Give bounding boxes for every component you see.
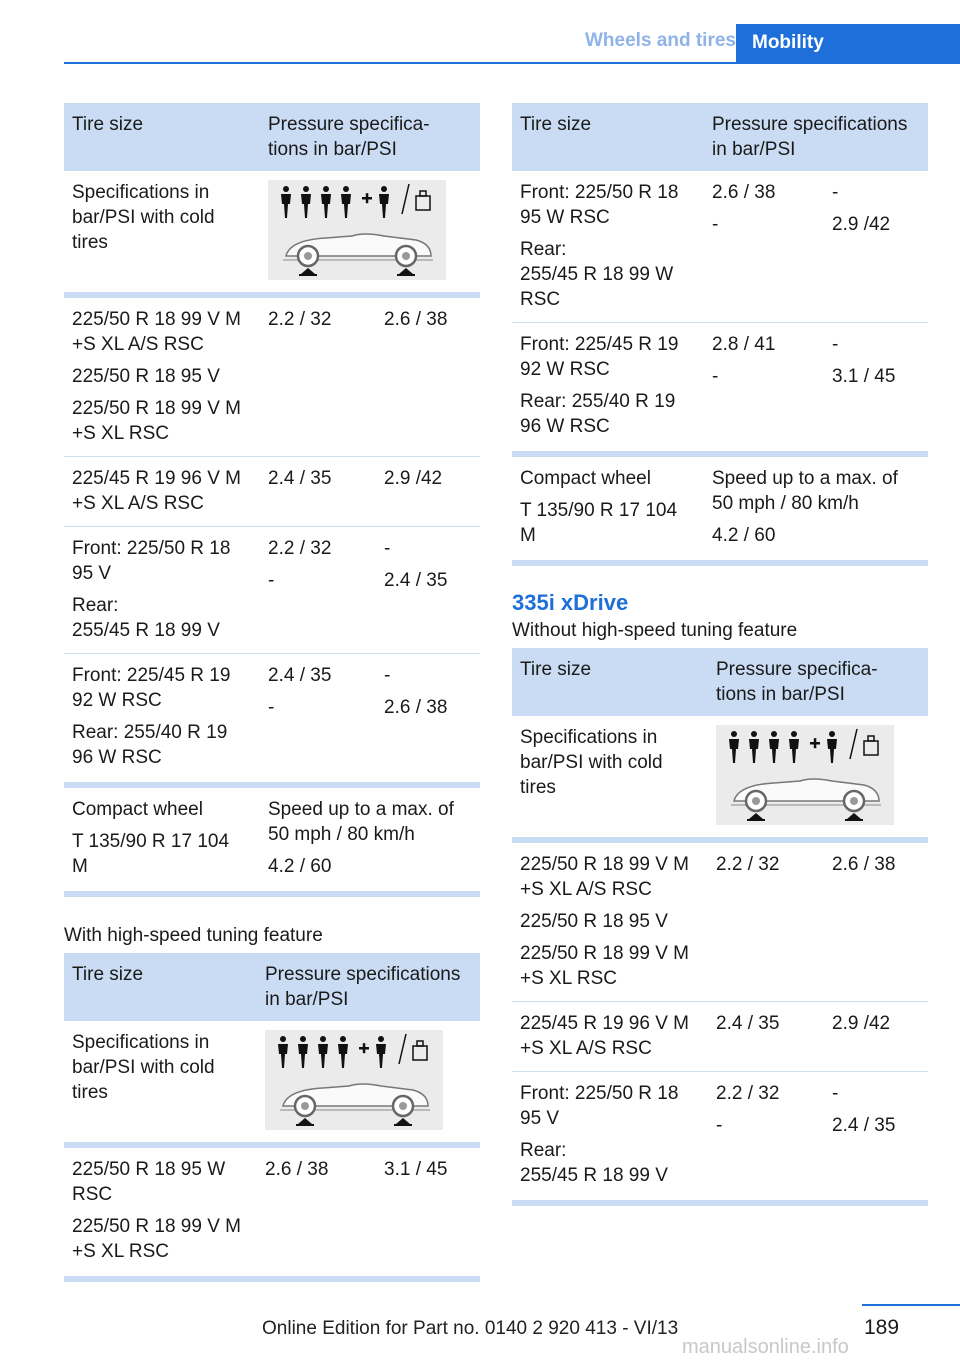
compact-size-line: T 135/90 R 17 104: [520, 500, 678, 521]
cell-text: +S XL RSC: [72, 1241, 169, 1262]
cell-text: 95 W RSC: [520, 207, 610, 228]
pressure-value: -: [268, 570, 275, 591]
cell-text: +S XL A/S RSC: [72, 334, 204, 355]
tire-size-cell: [64, 1145, 257, 1279]
load-diagram-cell: [257, 1021, 480, 1145]
load-diagram-icon: [716, 725, 894, 825]
table-header-row: [512, 103, 928, 171]
cell-text: 95 V: [520, 1108, 560, 1129]
pressure-value: 2.6 / 38: [384, 309, 448, 330]
compact-size: [72, 829, 254, 879]
cell-text: +S XL A/S RSC: [520, 879, 652, 900]
pressure-header: Pressure specifica- tions in bar/PSI: [260, 103, 480, 171]
cell-text: Front: 225/45 R 19: [520, 334, 679, 355]
pressure-value: -: [384, 538, 391, 559]
cell-text: Rear: 255/40 R 19: [72, 722, 228, 743]
pressure-value: 2.4 / 35: [384, 570, 448, 591]
table-row: [64, 654, 480, 786]
cell-text: Front: 225/50 R 18: [520, 182, 679, 203]
pressure-value: 2.2 / 32: [716, 854, 780, 875]
subheading-without-high-speed: Without high-speed tuning feature: [512, 620, 798, 641]
cell-text: 225/50 R 18 99 V M: [72, 398, 241, 419]
load-diagram-cell: [260, 171, 480, 295]
table-row: [64, 457, 480, 527]
cell-paragraph: [72, 663, 254, 713]
cell-paragraph: [520, 389, 698, 439]
pressure-cell: [376, 1145, 480, 1279]
compact-size-line: M: [72, 856, 88, 877]
pressure-value: 2.6 / 38: [832, 854, 896, 875]
tire-size-cell: [64, 527, 260, 654]
tire-size-cell: [512, 323, 704, 455]
pressure-value: -: [712, 366, 719, 387]
chapter-tab: Mobility: [736, 24, 960, 62]
pressure-value: 2.6 / 38: [384, 697, 448, 718]
tire-size-cell: [64, 295, 260, 457]
pressure-value: -: [712, 214, 719, 235]
pressure-value: 2.9 /42: [832, 1013, 891, 1034]
pressure-header: Pressure specifica- tions in bar/PSI: [708, 648, 928, 716]
compact-label: Compact wheel: [520, 468, 651, 489]
cell-text: 225/50 R 18 99 V M: [72, 309, 241, 330]
pressure-cell: [704, 323, 824, 455]
cell-text: 255/45 R 18 99 V: [520, 1165, 668, 1186]
pressure-cell: [824, 1002, 928, 1072]
pressure-header: Pressure specifications in bar/PSI: [704, 103, 928, 171]
cell-text: 225/50 R 18 99 V M: [520, 943, 689, 964]
pressure-value: -: [832, 182, 839, 203]
compact-size-line: T 135/90 R 17 104: [72, 831, 230, 852]
cell-text: Front: 225/50 R 18: [520, 1083, 679, 1104]
cell-paragraph: [520, 237, 698, 312]
cell-paragraph: [72, 1214, 251, 1264]
table-header-row: [64, 953, 480, 1021]
load-diagram-icon: [268, 180, 446, 280]
cell-text: +S XL RSC: [72, 423, 169, 444]
cold-tires-label: Specifications in bar/PSI with cold tires: [512, 716, 708, 840]
compact-speed: [712, 466, 922, 516]
table-row: [64, 527, 480, 654]
cell-paragraph: [520, 1081, 702, 1131]
table-row: [64, 1145, 480, 1279]
cell-text: 96 W RSC: [520, 416, 610, 437]
cell-paragraph: [72, 307, 254, 357]
cell-text: 255/45 R 18 99 V: [72, 620, 220, 641]
table-row: [64, 295, 480, 457]
footer-rule: [862, 1304, 960, 1306]
pressure-value: -: [832, 334, 839, 355]
cell-paragraph: [72, 364, 254, 389]
page-number: 189: [864, 1316, 900, 1339]
pressure-cell: [260, 457, 376, 527]
cell-paragraph: [72, 466, 254, 516]
tire-pressure-table-standard: [64, 103, 480, 897]
cell-paragraph: [520, 852, 702, 902]
cell-text: Rear:: [520, 239, 567, 260]
pressure-cell: [708, 1002, 824, 1072]
pressure-value: -: [832, 1083, 839, 1104]
pressure-header: Pressure specifications in bar/PSI: [257, 953, 480, 1021]
cell-text: 255/45 R 18 99 W: [520, 264, 674, 285]
tire-size-cell: [512, 840, 708, 1002]
compact-speed-cell: [704, 454, 928, 563]
pressure-value: -: [268, 697, 275, 718]
pressure-cell: [376, 457, 480, 527]
cell-text: 96 W RSC: [72, 747, 162, 768]
table-row: [512, 323, 928, 455]
compact-speed-line: Speed up to a max. of: [268, 799, 454, 820]
pressure-cell: [824, 171, 928, 323]
table-row: [512, 1072, 928, 1204]
cell-text: 225/45 R 19 96 V M: [72, 468, 241, 489]
load-diagram-cell: [708, 716, 928, 840]
cell-text: 225/50 R 18 95 V: [520, 911, 668, 932]
cell-text: +S XL A/S RSC: [520, 1038, 652, 1059]
pressure-value: 3.1 / 45: [384, 1159, 448, 1180]
cell-paragraph: [520, 1138, 702, 1188]
pressure-cell: [708, 840, 824, 1002]
spec-row: [512, 716, 928, 840]
pressure-cell: [376, 527, 480, 654]
compact-speed: [268, 797, 474, 847]
pressure-cell: [376, 295, 480, 457]
cell-paragraph: [72, 396, 254, 446]
compact-speed-line: 50 mph / 80 km/h: [268, 824, 415, 845]
table-header-row: [512, 648, 928, 716]
cell-paragraph: [520, 180, 698, 230]
pressure-cell: [824, 1072, 928, 1204]
page-header: [64, 24, 960, 64]
pressure-value: 2.9 /42: [384, 468, 443, 489]
cold-tires-label: Specifications in bar/PSI with cold tires: [64, 171, 260, 295]
table-row: [512, 1002, 928, 1072]
cell-paragraph: [520, 941, 702, 991]
pressure-cell: [708, 1072, 824, 1204]
cell-text: RSC: [72, 1184, 113, 1205]
pressure-value: 2.4 / 35: [716, 1013, 780, 1034]
cell-paragraph: [72, 536, 254, 586]
compact-pressure: 4.2 / 60: [712, 525, 776, 546]
pressure-value: 2.2 / 32: [716, 1083, 780, 1104]
left-column: [64, 103, 480, 1282]
tire-size-cell: [64, 457, 260, 527]
compact-pressure: 4.2 / 60: [268, 856, 332, 877]
pressure-value: 2.6 / 38: [265, 1159, 329, 1180]
cell-paragraph: [520, 1011, 702, 1061]
compact-wheel-row: [512, 454, 928, 563]
cell-text: 92 W RSC: [72, 690, 162, 711]
tire-size-header: Tire size: [512, 648, 708, 716]
pressure-value: 2.4 / 35: [268, 665, 332, 686]
cell-text: 95 V: [72, 563, 112, 584]
cell-text: Rear:: [72, 595, 119, 616]
cell-text: 225/50 R 18 99 V M: [520, 854, 689, 875]
edition-note: Online Edition for Part no. 0140 2 920 413 - VI/13: [262, 1318, 679, 1339]
compact-wheel-cell: [512, 454, 704, 563]
cell-text: 92 W RSC: [520, 359, 610, 380]
pressure-cell: [260, 527, 376, 654]
right-column: [512, 103, 928, 1206]
pressure-cell: [824, 323, 928, 455]
section-title: Wheels and tires: [585, 30, 736, 51]
pressure-value: 2.4 / 35: [832, 1115, 896, 1136]
tire-pressure-table-continued: [512, 103, 928, 566]
compact-speed-cell: [260, 785, 480, 894]
cell-text: Rear:: [520, 1140, 567, 1161]
pressure-cell: [260, 654, 376, 786]
cell-text: Front: 225/45 R 19: [72, 665, 231, 686]
compact-speed-line: Speed up to a max. of: [712, 468, 898, 489]
cell-paragraph: [520, 332, 698, 382]
watermark: manualsonline.info: [682, 1336, 849, 1358]
cell-paragraph: [520, 909, 702, 934]
pressure-value: 2.4 / 35: [268, 468, 332, 489]
cell-text: RSC: [520, 289, 561, 310]
cell-text: +S XL RSC: [520, 968, 617, 989]
model-heading: 335i xDrive: [512, 590, 629, 615]
cell-text: 225/45 R 19 96 V M: [520, 1013, 689, 1034]
pressure-cell: [376, 654, 480, 786]
pressure-value: 2.6 / 38: [712, 182, 776, 203]
pressure-value: -: [384, 665, 391, 686]
pressure-cell: [704, 171, 824, 323]
tire-size-cell: [512, 171, 704, 323]
compact-wheel-cell: [64, 785, 260, 894]
cell-paragraph: [72, 593, 254, 643]
pressure-value: 2.8 / 41: [712, 334, 776, 355]
spec-row: [64, 1021, 480, 1145]
compact-size-line: M: [520, 525, 536, 546]
pressure-value: -: [716, 1115, 723, 1136]
pressure-cell: [257, 1145, 376, 1279]
cold-tires-label: Specifications in bar/PSI with cold tires: [64, 1021, 257, 1145]
cell-text: 225/50 R 18 95 V: [72, 366, 220, 387]
cell-paragraph: [72, 1157, 251, 1207]
load-diagram-icon: [265, 1030, 443, 1130]
tire-pressure-table-335i: [512, 648, 928, 1206]
table-header-row: [64, 103, 480, 171]
table-row: [512, 840, 928, 1002]
cell-text: Rear: 255/40 R 19: [520, 391, 676, 412]
tire-size-header: Tire size: [64, 103, 260, 171]
tire-size-cell: [512, 1002, 708, 1072]
subheading-high-speed: With high-speed tuning feature: [64, 925, 323, 946]
compact-label: Compact wheel: [72, 799, 203, 820]
tire-pressure-table-high-speed: [64, 953, 480, 1282]
pressure-cell: [260, 295, 376, 457]
pressure-value: 2.2 / 32: [268, 309, 332, 330]
compact-size: [520, 498, 698, 548]
pressure-cell: [824, 840, 928, 1002]
table-row: [512, 171, 928, 323]
tire-size-cell: [512, 1072, 708, 1204]
cell-text: Front: 225/50 R 18: [72, 538, 231, 559]
compact-speed-line: 50 mph / 80 km/h: [712, 493, 859, 514]
cell-paragraph: [72, 720, 254, 770]
pressure-value: 2.9 /42: [832, 214, 891, 235]
cell-text: 225/50 R 18 99 V M: [72, 1216, 241, 1237]
tire-size-cell: [64, 654, 260, 786]
tire-size-header: Tire size: [64, 953, 257, 1021]
pressure-value: 2.2 / 32: [268, 538, 332, 559]
cell-text: 225/50 R 18 95 W: [72, 1159, 226, 1180]
spec-row: [64, 171, 480, 295]
pressure-value: 3.1 / 45: [832, 366, 896, 387]
compact-wheel-row: [64, 785, 480, 894]
cell-text: +S XL A/S RSC: [72, 493, 204, 514]
tire-size-header: Tire size: [512, 103, 704, 171]
